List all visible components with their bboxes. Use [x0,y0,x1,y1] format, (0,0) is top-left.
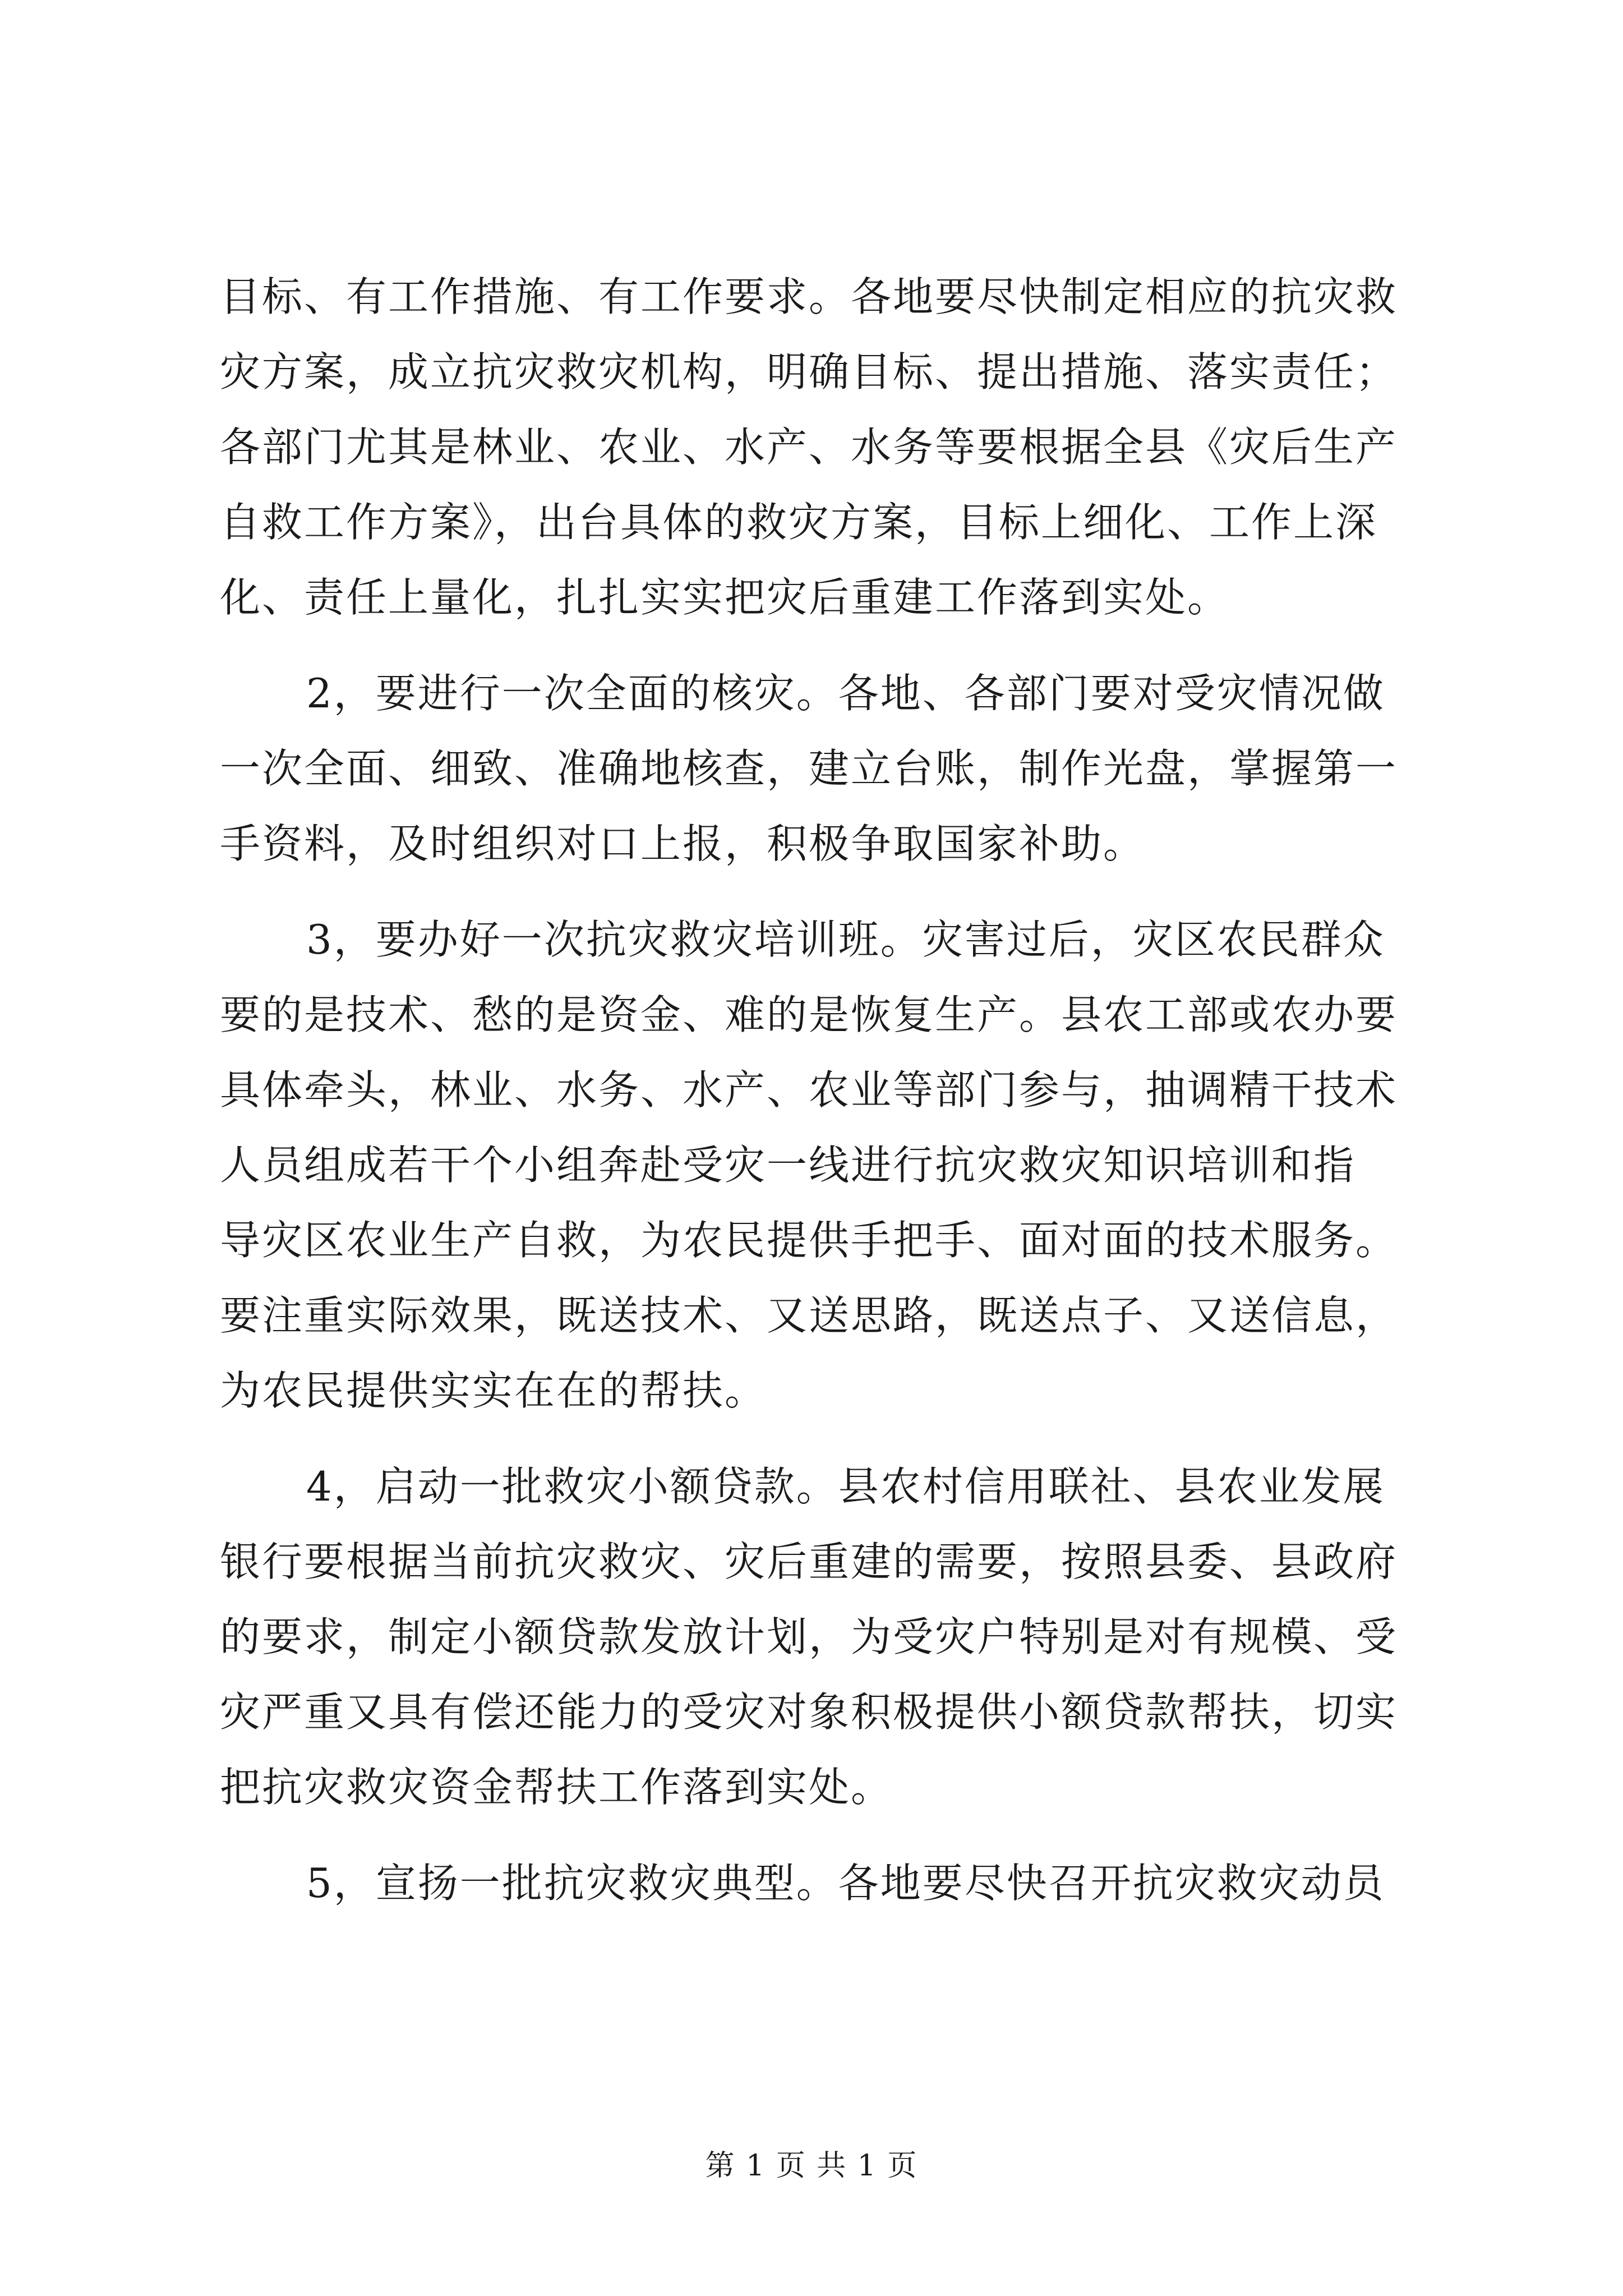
text-line: 3，要办好一次抗灾救灾培训班。灾害过后，灾区农民群众 [306,916,1385,963]
page-footer [0,2146,1623,2185]
text-line: 要的是技术、愁的是资金、难的是恢复生产。县农工部或农办要 [220,991,1398,1038]
paragraph-4 [220,1449,1411,1825]
text-line: 具体牵头，林业、水务、水产、农业等部门参与，抽调精干技术 [220,1066,1398,1114]
text-line: 把抗灾救灾资金帮扶工作落到实处。 [220,1764,893,1811]
text-line: 4，启动一批救灾小额贷款。县农村信用联社、县农业发展 [306,1463,1385,1510]
text-line: 手资料，及时组织对口上报，积极争取国家补助。 [220,820,1146,867]
page-number: 第 1 页 共 1 页 [705,2149,918,2183]
document-body [220,259,1411,1921]
text-line: 人员组成若干个小组奔赴受灾一线进行抗灾救灾知识培训和指 [220,1142,1356,1189]
text-line: 灾方案，成立抗灾救灾机构，明确目标、提出措施、落实责任； [220,348,1398,395]
text-line: 银行要根据当前抗灾救灾、灾后重建的需要，按照县委、县政府 [220,1538,1398,1585]
paragraph-2 [220,656,1411,881]
text-line: 为农民提供实实在在的帮扶。 [220,1367,767,1414]
paragraph-3 [220,902,1411,1428]
text-line: 目标、有工作措施、有工作要求。各地要尽快制定相应的抗灾救 [220,273,1398,320]
text-line: 各部门尤其是林业、农业、水产、水务等要根据全县《灾后生产 [220,424,1398,471]
text-line: 2，要进行一次全面的核灾。各地、各部门要对受灾情况做 [306,670,1385,717]
text-line: 自救工作方案》，出台具体的救灾方案，目标上细化、工作上深 [220,499,1378,546]
paragraph-1 [220,259,1411,635]
text-line: 5，宣扬一批抗灾救灾典型。各地要尽快召开抗灾救灾动员 [306,1860,1385,1907]
text-line: 的要求，制定小额贷款发放计划，为受灾户特别是对有规模、受 [220,1613,1398,1660]
text-line: 导灾区农业生产自救，为农民提供手把手、面对面的技术服务。 [220,1217,1398,1264]
text-line: 要注重实际效果，既送技术、又送思路，既送点子、又送信息， [220,1292,1398,1339]
text-line: 化、责任上量化，扎扎实实把灾后重建工作落到实处。 [220,574,1230,621]
text-line: 一次全面、细致、准确地核查，建立台账，制作光盘，掌握第一 [220,745,1398,792]
text-line: 灾严重又具有偿还能力的受灾对象积极提供小额贷款帮扶，切实 [220,1688,1398,1736]
paragraph-5 [220,1846,1411,1921]
